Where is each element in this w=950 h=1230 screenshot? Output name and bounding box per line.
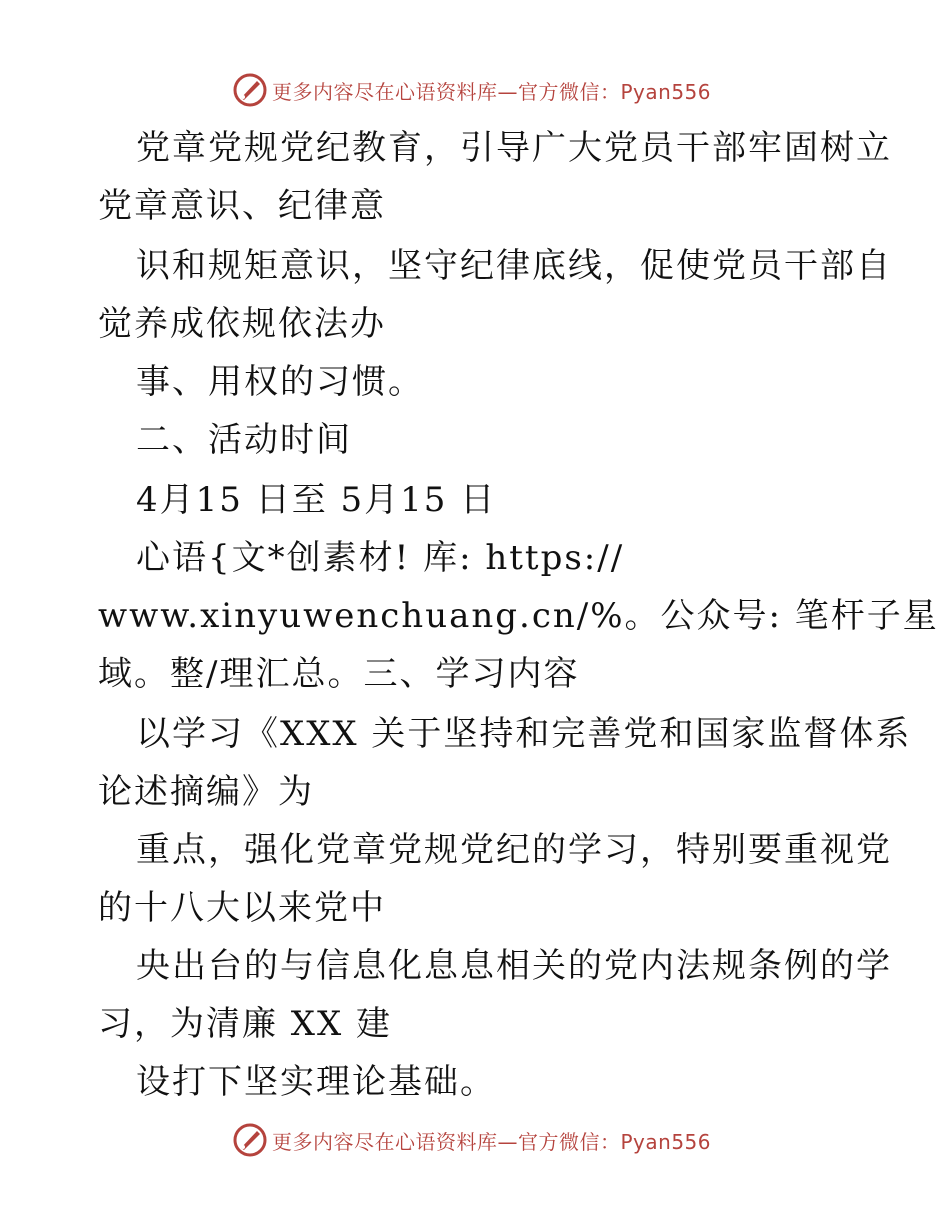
quill-pen-logo-icon	[232, 1122, 268, 1158]
body-line: 4月15 日至 5月15 日	[136, 480, 497, 520]
body-line: 重点，强化党章党规党纪的学习，特别要重视党	[136, 830, 892, 870]
footer-banner-text: 更多内容尽在心语资料库—官方微信：Pyan556	[272, 1129, 712, 1154]
footer-banner	[232, 1120, 752, 1160]
body-line: 域。整/理汇总。三、学习内容	[98, 654, 580, 694]
body-line: 觉养成依规依法办	[98, 304, 386, 344]
body-line: 党章意识、纪律意	[98, 186, 386, 226]
body-line: 事、用权的习惯。	[136, 362, 424, 402]
body-line: 设打下坚实理论基础。	[136, 1062, 496, 1102]
body-line: 以学习《XXX 关于坚持和完善党和国家监督体系	[136, 714, 912, 754]
body-line: 党章党规党纪教育，引导广大党员干部牢固树立	[136, 128, 892, 168]
header-banner-text: 更多内容尽在心语资料库—官方微信：Pyan556	[272, 79, 712, 104]
body-line: 识和规矩意识，坚守纪律底线，促使党员干部自	[136, 246, 892, 286]
body-line: 论述摘编》为	[98, 772, 314, 812]
section-heading: 二、活动时间	[136, 420, 352, 460]
body-line: www.xinyuwenchuang.cn/%。公众号: 笔杆子星	[98, 596, 939, 636]
body-line: 习，为清廉 XX 建	[98, 1004, 393, 1044]
body-line: 央出台的与信息化息息相关的党内法规条例的学	[136, 946, 892, 986]
body-line: 心语{文*创素材! 库: https://	[136, 538, 625, 578]
body-line: 的十八大以来党中	[98, 888, 386, 928]
